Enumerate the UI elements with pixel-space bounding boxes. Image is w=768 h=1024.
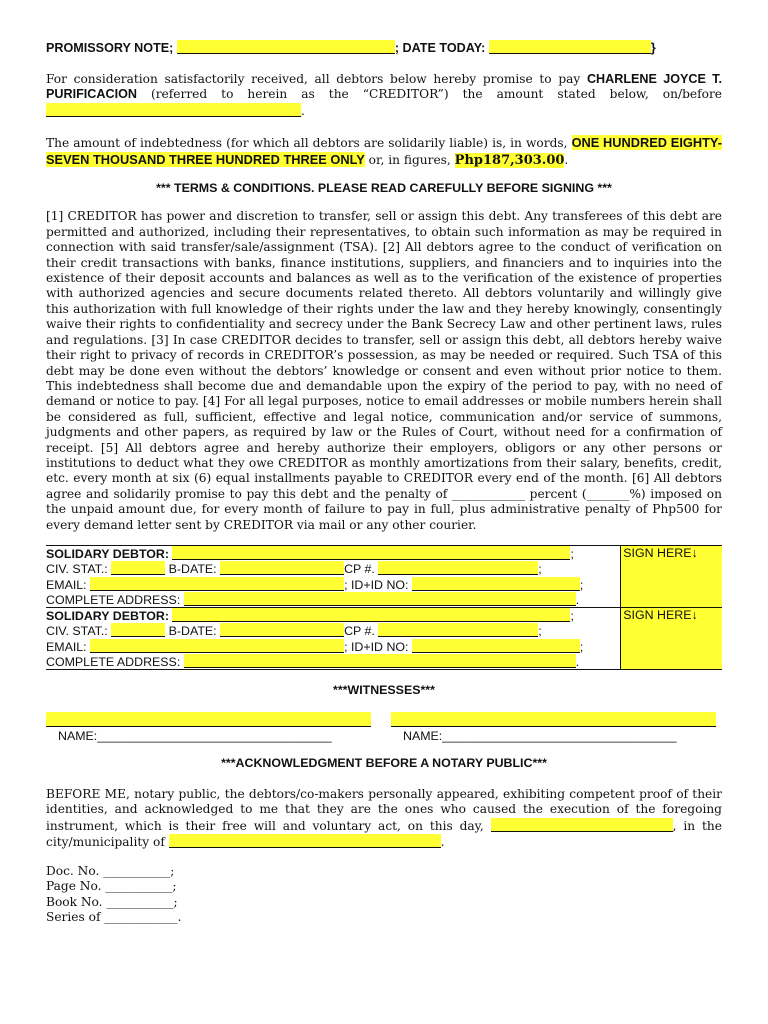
amount-in-figures: Php187,303.00 [454,152,565,168]
date-today-field[interactable] [489,40,651,54]
page-no-blank[interactable]: ___________ [105,879,173,894]
page-no-line [46,879,346,894]
id-label: ; ID+ID NO: [344,639,409,654]
bdate-label: B-DATE: [168,624,217,639]
id-field[interactable] [412,639,580,653]
due-date-field[interactable] [46,103,301,117]
bdate-label: B-DATE: [168,562,217,577]
ack-text-2: , in the city/municipality of [46,818,722,850]
ack-text-1: BEFORE ME, notary public, the debtors/co-makers personally appeared, exhibiting competent proof of their identities, and acknowledged to me that they are the ones who caused the execution of the foregoing instrument, which is their free will and voluntary act, on this day, [46,787,722,833]
debtor-lines [46,608,621,669]
book-no-label: Book No. [46,894,103,909]
series-of-blank[interactable]: ____________ [104,910,178,925]
address-label: COMPLETE ADDRESS: [46,592,181,607]
intro-paragraph [46,72,722,119]
ack-end: . [440,835,445,850]
email-field[interactable] [90,639,344,653]
cp-field[interactable] [378,623,538,637]
terms-body [46,209,722,533]
id-field[interactable] [412,577,580,591]
book-no-line [46,895,346,910]
date-today-label: ; DATE TODAY: [394,41,486,55]
semicolon: ; [570,547,574,561]
page-no-suffix: ; [172,879,177,894]
intro-text: For consideration satisfactorily received, all debtors below hereby promise to pay [46,72,587,86]
page-no-label: Page No. [46,879,102,894]
witness-1-name-label: NAME: [58,729,98,743]
cp-field[interactable] [378,561,538,575]
semicolon: ; [538,562,542,577]
series-of-line [46,910,346,925]
acknowledgment-body [46,787,722,851]
debtor-name-line [46,546,620,561]
series-of-label: Series of [46,910,101,925]
amount-text-2: or, in figures, [364,152,455,167]
witness-1 [46,712,371,743]
period: . [575,592,580,607]
witness-2-name-label: NAME: [403,729,443,743]
semicolon: ; [570,609,574,624]
semicolon: ; [579,639,584,654]
debtor-email-line [46,639,620,654]
witness-1-name-line [46,729,371,743]
address-field[interactable] [184,654,576,668]
amount-text: The amount of indebtedness (for which all debtors are solidarily liable) is, in words, [46,136,572,151]
header-line [46,40,722,57]
witness-1-signature-field[interactable] [46,712,371,727]
terms-text-2: percent ( [525,486,587,501]
address-label: COMPLETE ADDRESS: [46,655,181,670]
promissory-note-title: PROMISSORY NOTE; [46,41,174,55]
bdate-field[interactable] [220,561,344,575]
email-label: EMAIL: [46,639,87,654]
debtor-block-1 [46,546,722,608]
civ-stat-label: CIV. STAT.: [46,562,108,577]
period: . [575,655,580,670]
series-of-suffix: . [177,910,182,925]
intro-end: . [301,103,305,118]
debtor-civ-line [46,623,620,638]
debtor-address-line [46,592,620,607]
email-field[interactable] [90,577,344,591]
solidary-debtor-label: SOLIDARY DEBTOR: [46,609,169,624]
penalty-percent-blank[interactable]: ____________ [451,486,526,501]
percent-blank[interactable]: _______ [586,486,630,501]
document-page [46,40,722,533]
debtor-address-line [46,654,620,669]
terms-text-3: %) imposed on the unpaid amount due, for every month of failure to pay in full, plus administrative penalty of Php500 for every demand letter sent by CREDITOR via mail or any other courier. [46,486,722,532]
witness-2 [391,712,716,743]
debtor-block-2 [46,608,722,669]
amount-paragraph [46,135,722,168]
doc-no-blank[interactable]: ___________ [103,864,171,878]
doc-no-label: Doc. No. [46,864,100,878]
witness-2-signature-field[interactable] [391,712,716,727]
amount-in-words: ONE HUNDRED EIGHTY-SEVEN THOUSAND THREE HUNDRED THREE ONLY [46,135,722,167]
semicolon: ; [579,577,584,592]
header-close-brace: } [650,41,656,55]
terms-text-1: [1] CREDITOR has power and discretion to transfer, sell or assign this debt. Any transferees of this debt are permitted and authorized, including their representatives, to obtain such information as may be required in connection with said transfer/sale/assignment (TSA). [2] All debtors agree to the conduct of verification on their credit transactions with banks, finance institutions, suppliers, and financiers and to inquiries into the existence of their deposit accounts and balances as well as to the verification of the existence of properties with authorized agencies and secure documents related thereto. All debtors voluntarily and willingly give this authorization with full knowledge of their rights under the law and they hereby knowingly, consentingly waive their rights to confidentiality and secrecy under the Bank Secrecy Law and other pertinent laws, rules and regulations. [3] In case CREDITOR decides to transfer, sell or assign this debt, all debtors hereby waive their right to privacy of records in CREDITOR’s possession, as may be needed or required. Such TSA of this debt may be done even without the debtors’ knowledge or consent and even without prior notice to them. This indebtedness shall become due and demandable upon the expiry of the period to pay, with no need of demand or notice to pay. [4] For all legal purposes, notice to email addresses or mobile numbers herein shall be considered as full, sufficient, effective and legal notice, communication and/or service of summons, judgments and other papers, as required by law or the Rules of Court, without need for a confirmation of receipt. [5] All debtors agree and hereby authorize their employers, obligors or any other persons or institutions to deduct what they owe CREDITOR as monthly amortizations from their salary, benefits, credit, etc. every month at six (6) equal installments payable to CREDITOR every end of the month. [6] All debtors agree and solidarily promise to pay this debt and the penalty of [46,209,722,501]
sign-here-box-1[interactable]: SIGN HERE↓ [621,546,722,607]
sign-here-box-2[interactable]: SIGN HERE↓ [621,608,722,669]
creditor-name: CHARLENE JOYCE T. PURIFICACION [46,72,722,102]
notary-entries [46,864,346,926]
book-no-suffix: ; [173,894,178,909]
email-label: EMAIL: [46,577,87,592]
doc-no-suffix: ; [170,864,175,878]
debtor-lines [46,546,621,607]
civ-stat-label: CIV. STAT.: [46,624,108,639]
witness-2-name-blank[interactable]: __________________________________ [442,729,677,743]
debtor-civ-line [46,561,620,576]
intro-text-2: (referred to herein as the “CREDITOR”) the amount stated below, on/before [136,87,722,102]
amount-end: . [564,152,569,167]
semicolon: ; [538,624,542,639]
witness-2-name-line [391,729,716,743]
debtor-email-line [46,577,620,592]
witnesses-heading: ***WITNESSES*** [333,683,435,697]
terms-heading: *** TERMS & CONDITIONS. PLEASE READ CAREFULLY BEFORE SIGNING *** [156,181,612,196]
civ-stat-field[interactable] [111,623,165,637]
debtor-name-field[interactable] [172,608,570,622]
debtor-name-field[interactable] [172,546,570,560]
cp-label: CP #. [344,562,375,577]
debtor-table [46,545,722,670]
cp-label: CP #. [344,624,375,639]
address-field[interactable] [184,592,576,606]
note-number-field[interactable] [177,40,395,54]
notary-city-field[interactable] [169,834,441,848]
bdate-field[interactable] [220,623,344,637]
acknowledgment-heading: ***ACKNOWLEDGMENT BEFORE A NOTARY PUBLIC*** [221,756,547,770]
notary-day-field[interactable] [491,818,673,832]
doc-no-line [46,864,346,879]
civ-stat-field[interactable] [111,561,165,575]
witness-1-name-blank[interactable]: __________________________________ [97,729,332,743]
debtor-name-line [46,608,620,623]
solidary-debtor-label: SOLIDARY DEBTOR: [46,547,169,561]
book-no-blank[interactable]: ___________ [106,894,174,909]
id-label: ; ID+ID NO: [344,577,409,592]
